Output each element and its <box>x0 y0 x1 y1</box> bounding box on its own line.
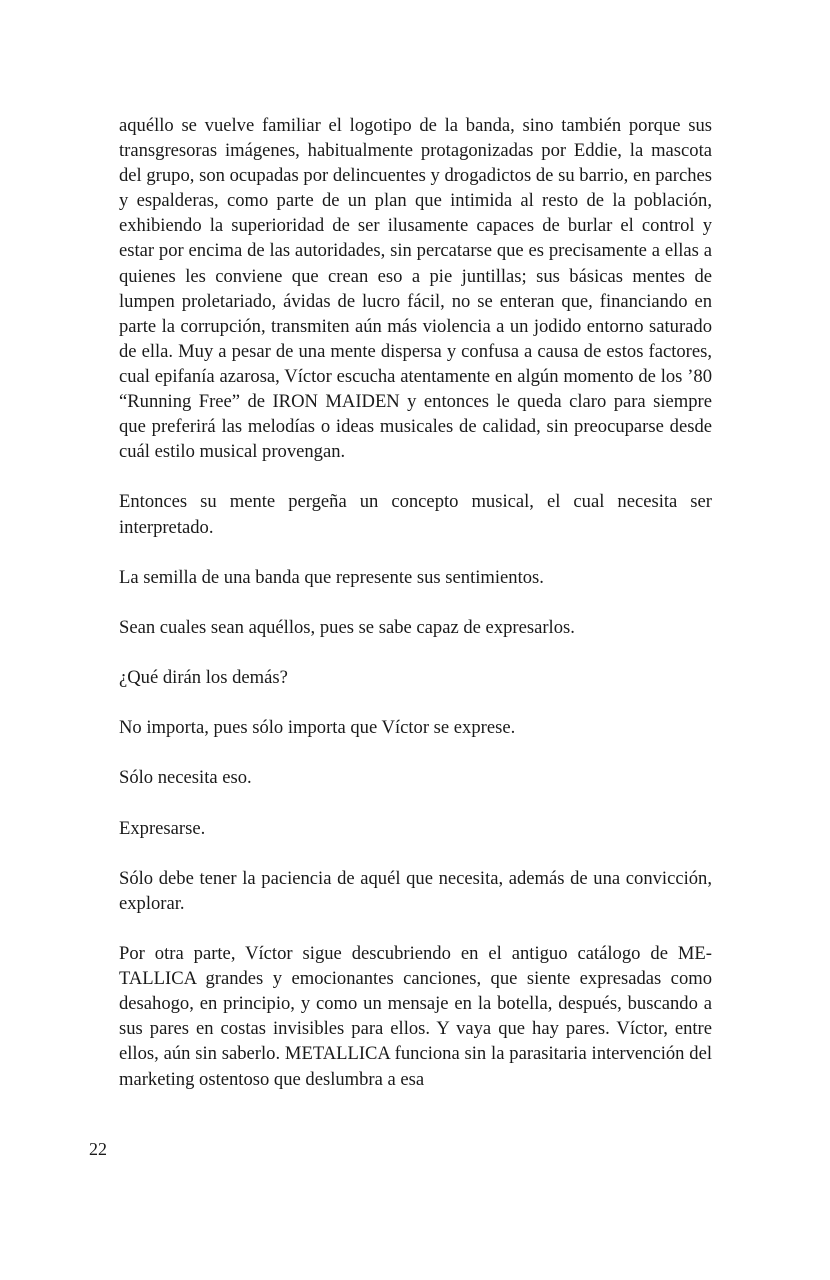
paragraph: ¿Qué dirán los demás? <box>119 667 288 689</box>
paragraph: No importa, pues sólo importa que Víctor se exprese. <box>119 717 516 739</box>
paragraph: Sólo necesita eso. <box>119 767 252 789</box>
paragraph: Expresarse. <box>119 817 206 839</box>
paragraph: aquéllo se vuelve familiar el logotipo de la banda, sino también porque sus transgresoras imágenes, habitualmente protagonizadas por Eddie, la mascota del grupo, son ocupadas por delincuentes y drogadictos de su barrio, en parches y espalderas, como parte de un plan que intimida al resto de la población, exhibiendo la superioridad de ser ilusamente capaces de burlar el control y estar por encima de las autoridades, sin percatarse que es precisamente a ellas a quienes les conviene que crean eso a pie juntillas; sus básicas mentes de lumpen proletariado, ávidas de lucro fácil, no se enteran que, financiando en parte la corrupción, transmiten aún más violencia a un jodido entorno saturado de ella. Muy a pesar de una mente dispersa y confusa a causa de estos factores, cual epifanía azarosa, Víctor escucha atentamente en algún momento de los ’80 “Running Free” de IRON MAIDEN y entonces le queda claro para siempre que preferirá las melodías o ideas musicales de calidad, sin preocuparse desde cuál estilo musical provengan. <box>119 115 712 463</box>
page-number: 22 <box>89 1139 107 1159</box>
paragraph: Sean cuales sean aquéllos, pues se sabe capaz de expresarlos. <box>119 616 575 638</box>
paragraph: Entonces su mente pergeña un concepto musical, el cual necesita ser interpretado. <box>119 491 712 538</box>
paragraph: La semilla de una banda que represente sus sentimientos. <box>119 566 544 588</box>
paragraph: Sólo debe tener la paciencia de aquél que necesita, además de una convicción, explorar. <box>119 867 712 914</box>
body-text <box>119 113 712 1117</box>
paragraph: Por otra parte, Víctor sigue descubriendo en el antiguo catálogo de METALLICA grandes y emocionantes canciones, que siente expresadas como desahogo, en principio, y como un mensaje en la botella, después, buscando a sus pares en costas invisibles para ellos. Y vaya que hay pares. Víctor, entre ellos, aún sin saberlo. METALLICA funciona sin la parasitaria intervención del marketing ostentoso que deslumbra a esa <box>119 943 712 1090</box>
